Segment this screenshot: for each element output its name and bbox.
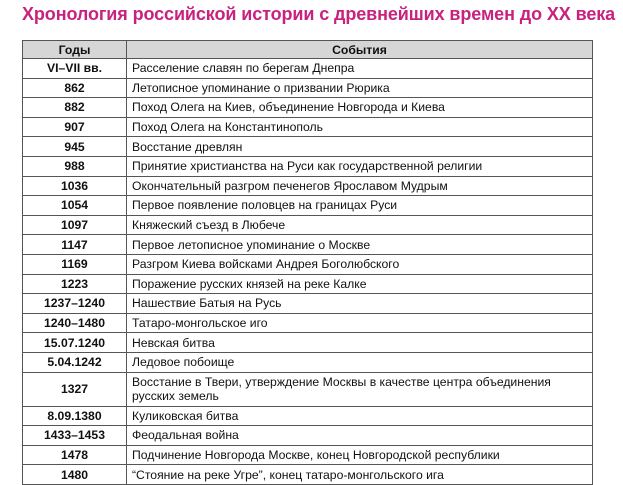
- header-years: Годы: [23, 41, 127, 59]
- year-cell: 1147: [23, 235, 127, 255]
- event-cell: Поражение русских князей на реке Калке: [127, 274, 593, 294]
- table-row: [23, 333, 593, 353]
- table-row: [23, 372, 593, 406]
- table-row: [23, 98, 593, 118]
- event-cell: Расселение славян по берегам Днепра: [127, 59, 593, 79]
- table-row: [23, 156, 593, 176]
- event-cell: Летописное упоминание о призвании Рюрика: [127, 78, 593, 98]
- table-row: [23, 445, 593, 465]
- table-body: [23, 59, 593, 485]
- table-row: [23, 137, 593, 157]
- year-cell: 862: [23, 78, 127, 98]
- page-title: Хронология российской истории с древнейших времен до XX века: [22, 4, 616, 24]
- year-cell: 1240–1480: [23, 313, 127, 333]
- table-row: [23, 406, 593, 426]
- table-row: [23, 117, 593, 137]
- year-cell: 1478: [23, 445, 127, 465]
- event-cell: Первое появление половцев на границах Руси: [127, 196, 593, 216]
- event-cell: Поход Олега на Константинополь: [127, 117, 593, 137]
- event-cell: Невская битва: [127, 333, 593, 353]
- year-cell: 1169: [23, 254, 127, 274]
- event-cell: Поход Олега на Киев, объединение Новгорода и Киева: [127, 98, 593, 118]
- table-row: [23, 254, 593, 274]
- header-events: События: [127, 41, 593, 59]
- event-cell: “Стояние на реке Угре”, конец татаро-монгольского ига: [127, 465, 593, 485]
- event-cell: Феодальная война: [127, 426, 593, 446]
- event-cell: Ледовое побоище: [127, 352, 593, 372]
- table-row: [23, 176, 593, 196]
- table-row: [23, 352, 593, 372]
- event-cell: Нашествие Батыя на Русь: [127, 294, 593, 314]
- table-row: [23, 196, 593, 216]
- table-row: [23, 426, 593, 446]
- year-cell: 1036: [23, 176, 127, 196]
- event-cell: Принятие христианства на Руси как государственной религии: [127, 156, 593, 176]
- year-cell: 1327: [23, 372, 127, 406]
- table-row: [23, 294, 593, 314]
- table-row: [23, 235, 593, 255]
- event-cell: Куликовская битва: [127, 406, 593, 426]
- timeline-table: [22, 40, 593, 485]
- year-cell: VI–VII вв.: [23, 59, 127, 79]
- year-cell: 1054: [23, 196, 127, 216]
- year-cell: 8.09.1380: [23, 406, 127, 426]
- year-cell: 5.04.1242: [23, 352, 127, 372]
- event-cell: Подчинение Новгорода Москве, конец Новгородской республики: [127, 445, 593, 465]
- event-cell: Восстание в Твери, утверждение Москвы в качестве центра объединения русских земель: [127, 372, 593, 406]
- event-cell: Разгром Киева войсками Андрея Боголюбского: [127, 254, 593, 274]
- table-row: [23, 274, 593, 294]
- table-row: [23, 59, 593, 79]
- year-cell: 988: [23, 156, 127, 176]
- year-cell: 15.07.1240: [23, 333, 127, 353]
- year-cell: 1433–1453: [23, 426, 127, 446]
- table-row: [23, 313, 593, 333]
- year-cell: 1097: [23, 215, 127, 235]
- event-cell: Восстание древлян: [127, 137, 593, 157]
- event-cell: Татаро-монгольское иго: [127, 313, 593, 333]
- table-row: [23, 78, 593, 98]
- year-cell: 882: [23, 98, 127, 118]
- event-cell: Окончательный разгром печенегов Ярославом Мудрым: [127, 176, 593, 196]
- table-header-row: [23, 41, 593, 59]
- year-cell: 1480: [23, 465, 127, 485]
- year-cell: 1223: [23, 274, 127, 294]
- event-cell: Княжеский съезд в Любече: [127, 215, 593, 235]
- year-cell: 907: [23, 117, 127, 137]
- year-cell: 1237–1240: [23, 294, 127, 314]
- year-cell: 945: [23, 137, 127, 157]
- event-cell: Первое летописное упоминание о Москве: [127, 235, 593, 255]
- table-row: [23, 215, 593, 235]
